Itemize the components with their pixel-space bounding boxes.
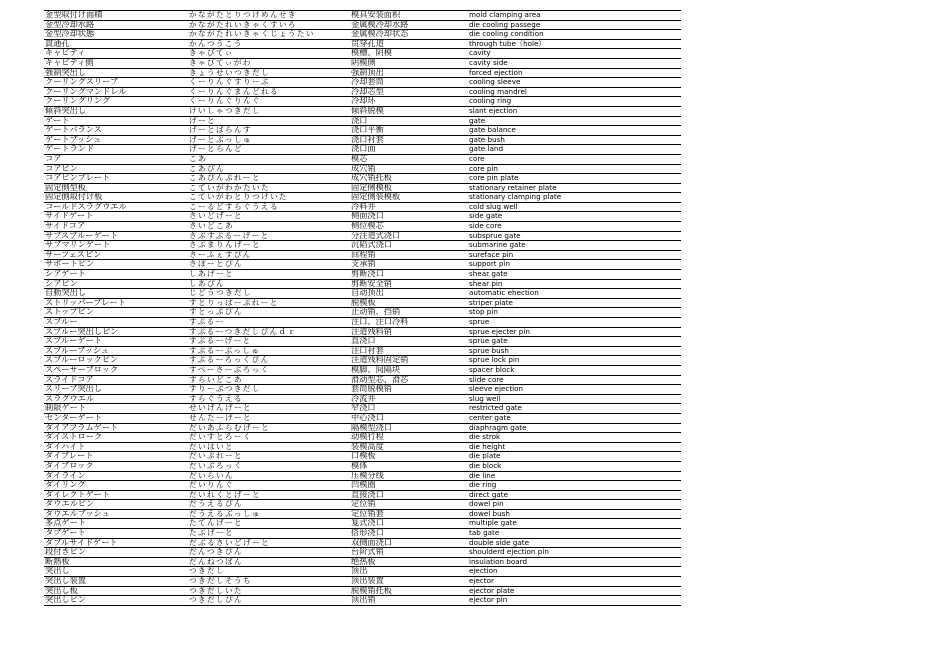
term-japanese: 固定側型板 xyxy=(45,181,86,192)
term-chinese: 中心浇口 xyxy=(351,411,384,422)
term-reading: だいりんぐ xyxy=(189,480,234,490)
term-japanese: コアピンプレート xyxy=(45,172,111,183)
term-reading: たてんげーと xyxy=(189,518,243,528)
term-reading: だんねつばん xyxy=(189,556,243,566)
term-reading: きゃびてぃがわ xyxy=(189,57,252,67)
term-japanese: ダイブロック xyxy=(45,459,94,470)
term-reading: げーとばらんす xyxy=(189,125,252,135)
term-chinese: 冷流井 xyxy=(351,392,376,403)
term-japanese: ダイストローク xyxy=(45,431,103,442)
term-chinese: 模具安装面积 xyxy=(351,9,401,19)
term-english: double side gate xyxy=(469,537,529,547)
term-reading: かながたれいきゃくじょうたい xyxy=(189,29,315,39)
term-reading: きょうせいつきだし xyxy=(189,67,270,77)
term-reading: げーと xyxy=(189,115,216,125)
term-english: cavity side xyxy=(469,57,508,67)
term-chinese: 倾斜脱模 xyxy=(351,104,384,115)
term-reading: しあげーと xyxy=(189,269,234,279)
term-english: sprue lock pin xyxy=(469,355,520,365)
term-reading: すぷるーろっくぴん xyxy=(189,355,270,365)
term-japanese: コールドスラグウエル xyxy=(45,200,127,211)
term-japanese: サブスプルーゲート xyxy=(45,229,119,240)
term-english: restricted gate xyxy=(469,403,522,413)
term-japanese: ゲート xyxy=(45,114,70,125)
term-reading: だいすとろーく xyxy=(189,432,252,442)
term-english: slant ejection xyxy=(469,105,518,115)
term-reading: すとっぷぴん xyxy=(189,307,243,317)
term-japanese: 段付きピン xyxy=(45,546,86,557)
term-japanese: キャビティ xyxy=(45,47,86,58)
term-japanese: シアゲート xyxy=(45,268,86,279)
term-japanese: 突出し板 xyxy=(45,584,78,595)
term-english: core pin plate xyxy=(469,173,519,183)
term-english: forced ejection xyxy=(469,67,523,77)
term-reading: だいぷれーと xyxy=(189,451,243,461)
term-english: shear pin xyxy=(469,278,503,288)
term-japanese: サポートピン xyxy=(45,258,95,269)
term-chinese: 固定侧装模板 xyxy=(351,191,401,202)
term-chinese: 直接浇口 xyxy=(351,488,384,499)
term-english: die cooling condition xyxy=(469,29,544,39)
term-reading: かんつうこう xyxy=(189,38,243,48)
term-english: ejection xyxy=(469,566,498,576)
term-reading: つきだしぴん xyxy=(189,595,243,605)
term-chinese: 动模行程 xyxy=(351,431,384,442)
term-reading: だいあふらむげーと xyxy=(189,422,270,432)
term-english: die plate xyxy=(469,451,501,461)
term-chinese: 窄浇口 xyxy=(351,402,376,413)
term-japanese: 突出し xyxy=(45,565,70,576)
term-reading: さぶまりんげーと xyxy=(189,240,261,250)
term-english: spacer block xyxy=(469,364,515,374)
term-chinese: 分注道式浇口 xyxy=(351,229,401,240)
term-japanese: スプルーゲート xyxy=(45,335,102,346)
term-japanese: ストリッパープレート xyxy=(45,296,126,307)
term-chinese: 冷却套筒 xyxy=(351,76,384,87)
term-chinese: 模芯 xyxy=(351,152,368,163)
term-reading: しあぴん xyxy=(189,278,225,288)
term-japanese: 傾斜突出し xyxy=(45,104,86,115)
term-chinese: 固定侧模板 xyxy=(351,181,392,192)
term-chinese: 止动销、挡销 xyxy=(351,306,401,317)
term-reading: こあ xyxy=(189,153,207,163)
term-english: gate bush xyxy=(469,134,505,144)
term-chinese: 金属模冷却状态 xyxy=(351,28,409,39)
term-english: multiple gate xyxy=(469,518,517,528)
term-japanese: スラグウエル xyxy=(45,392,95,403)
term-english: through tube（hole） xyxy=(469,38,546,48)
term-reading: けいしゃつきだし xyxy=(189,105,261,115)
term-chinese: 贯穿孔道 xyxy=(351,37,384,48)
term-english: sleeve ejection xyxy=(469,384,524,394)
term-chinese: 复式浇口 xyxy=(351,517,384,528)
term-reading: すぷるー xyxy=(189,317,225,326)
term-japanese: ダイライン xyxy=(45,469,86,480)
term-english: slide core xyxy=(469,374,504,384)
term-japanese: 断熱板 xyxy=(45,555,70,566)
term-english: die height xyxy=(469,441,506,451)
term-english: die ring xyxy=(469,480,497,490)
term-japanese: 突出しピン xyxy=(45,594,86,605)
term-chinese: 直浇口 xyxy=(351,335,376,346)
term-english: side gate xyxy=(469,211,503,221)
term-reading: さいどげーと xyxy=(189,211,243,221)
term-reading: すぷるーげーと xyxy=(189,336,252,346)
term-chinese: 冷料井 xyxy=(351,200,376,211)
term-reading: すらいどこあ xyxy=(189,374,243,384)
term-japanese: 金型取付け面積 xyxy=(45,9,103,19)
term-english: die block xyxy=(469,460,502,470)
term-english: shear gate xyxy=(469,269,508,279)
term-english: cooling mandrel xyxy=(469,86,527,96)
term-reading: くーりんぐすりーぶ xyxy=(189,77,270,87)
term-chinese: 凹模圈 xyxy=(351,479,376,490)
term-english: direct gate xyxy=(469,489,509,499)
term-japanese: ダイプレート xyxy=(45,450,94,461)
term-english: sprue gate xyxy=(469,336,508,346)
term-reading: さいどこあ xyxy=(189,221,234,231)
term-english: sprue bush xyxy=(469,345,509,355)
term-chinese: 绝热板 xyxy=(351,555,376,566)
term-english: striper plate xyxy=(469,297,513,307)
term-japanese: ダイアフラムゲート xyxy=(45,421,119,432)
term-reading: くーりんぐりんぐ xyxy=(189,96,261,106)
term-chinese: 顶出装置 xyxy=(351,575,384,586)
term-japanese: スリーブ突出し xyxy=(45,383,102,394)
term-reading: つきだし xyxy=(189,566,225,576)
term-chinese: 剪断安全销 xyxy=(351,277,392,288)
term-japanese: ダイリング xyxy=(45,479,86,490)
term-japanese: 自動突出し xyxy=(45,287,86,298)
term-english: side core xyxy=(469,221,502,231)
term-chinese: 套筒脱模销 xyxy=(351,383,392,394)
term-reading: すらぐうえる xyxy=(189,393,243,403)
term-chinese: 定位销 xyxy=(351,498,376,509)
term-japanese: ダブルサイドゲート xyxy=(45,536,118,547)
term-english: support pin xyxy=(469,259,510,269)
term-reading: きゃびてぃ xyxy=(189,48,234,58)
term-chinese: 台阶式销 xyxy=(351,546,384,557)
term-chinese: 脱模板 xyxy=(351,296,376,307)
term-reading: たぶげーと xyxy=(189,528,234,538)
term-english: submarine gate xyxy=(469,240,526,250)
term-japanese: スペーサーブロック xyxy=(45,363,119,374)
term-english: diaphragm gate xyxy=(469,422,527,432)
term-reading: かながたれいきゃくすいろ xyxy=(189,19,297,29)
term-japanese: ゲートバランス xyxy=(45,124,102,135)
term-chinese: 模脚、间隔块 xyxy=(351,363,401,374)
term-japanese: サイドコア xyxy=(45,220,86,231)
term-chinese: 浇口面 xyxy=(351,143,376,154)
term-english: gate xyxy=(469,115,486,125)
term-reading: さぽーとぴん xyxy=(189,259,243,269)
term-chinese: 冷却芯型 xyxy=(351,85,384,96)
term-english: automatic ehection xyxy=(469,288,539,298)
term-japanese: 強制突出し xyxy=(45,66,86,77)
term-reading: せんたーげーと xyxy=(189,412,252,422)
term-english: slug well xyxy=(469,393,501,403)
term-chinese: 双侧面浇口 xyxy=(351,536,392,547)
term-japanese: スプルー突出しピン xyxy=(45,325,119,336)
term-reading: こていがわかたいた xyxy=(189,182,270,192)
term-english: ejector plate xyxy=(469,585,515,595)
term-reading: だんつきぴん xyxy=(189,547,243,557)
term-reading: げーとらんど xyxy=(189,144,243,154)
term-chinese: 支承销 xyxy=(351,258,376,269)
term-japanese: クーリングリング xyxy=(45,95,111,106)
term-chinese: 模体 xyxy=(351,459,368,470)
term-japanese: 金型冷却状態 xyxy=(45,28,95,39)
term-reading: くーりんぐまんどれる xyxy=(189,86,279,96)
term-reading: すぺーさーぶろっく xyxy=(189,364,270,374)
term-japanese: コア xyxy=(45,152,62,163)
table-row xyxy=(44,596,681,606)
term-chinese: 注口、注口冷料 xyxy=(351,316,409,326)
term-chinese: 成穴销托板 xyxy=(351,172,392,183)
term-chinese: 强制顶出 xyxy=(351,66,384,77)
term-reading: さぶすぷるーげーと xyxy=(189,230,270,240)
term-japanese: ゲートブッシュ xyxy=(45,133,102,144)
term-reading: こていがわとりつけいた xyxy=(189,192,288,202)
term-english: cavity xyxy=(469,48,491,58)
term-reading: だいれくとげーと xyxy=(189,489,261,499)
term-japanese: ゲートランド xyxy=(45,143,95,154)
term-english: dowel pin xyxy=(469,499,504,509)
term-reading: だうえるぴん xyxy=(189,499,243,509)
term-japanese: 固定側取付け板 xyxy=(45,191,103,202)
term-chinese: 注口衬套 xyxy=(351,344,384,355)
term-chinese: 滑动型芯、滑芯 xyxy=(351,373,409,384)
term-english: stationary clamping plate xyxy=(469,192,562,202)
term-chinese: 侧位模芯 xyxy=(351,220,384,231)
term-reading: つきだしそうち xyxy=(189,576,252,586)
term-chinese: 剪断浇口 xyxy=(351,268,384,279)
term-chinese: 金属模冷却水路 xyxy=(351,18,409,29)
term-english: gate balance xyxy=(469,125,516,135)
term-japanese: ストップピン xyxy=(45,306,94,317)
term-english: cooling ring xyxy=(469,96,512,106)
term-english: sprue ejecter pin xyxy=(469,326,530,336)
term-english: core xyxy=(469,153,485,163)
term-english: stop pin xyxy=(469,307,498,317)
term-chinese: 浇口 xyxy=(351,114,368,125)
term-reading: せいげんげーと xyxy=(189,403,252,413)
term-reading: だうえるぶっしゅ xyxy=(189,508,261,518)
term-reading: だいぶろっく xyxy=(189,460,243,470)
term-english: die cooling passege xyxy=(469,19,541,29)
term-english: dowel bush xyxy=(469,508,510,518)
term-reading: すぷるーつきだしぴんｄｒ xyxy=(189,326,297,336)
term-english: die line xyxy=(469,470,496,480)
term-chinese: 脱模销托板 xyxy=(351,584,392,595)
term-japanese: 突出し装置 xyxy=(45,575,86,586)
term-japanese: ダウエルピン xyxy=(45,498,95,509)
term-japanese: センターゲート xyxy=(45,411,102,422)
term-japanese: スプルーブッシュ xyxy=(45,344,110,355)
term-english: die strok xyxy=(469,432,501,442)
term-chinese: 搭形浇口 xyxy=(351,527,384,538)
term-reading: つきだしいた xyxy=(189,585,243,595)
term-japanese: ダイレクトゲート xyxy=(45,488,111,499)
term-chinese: 阴模侧 xyxy=(351,56,376,67)
term-english: stationary retainer plate xyxy=(469,182,557,192)
term-reading: こあぴん xyxy=(189,163,225,173)
term-chinese: 顶出销 xyxy=(351,594,376,605)
term-japanese: ダイハイト xyxy=(45,440,86,451)
term-english: subsprue gate xyxy=(469,230,521,240)
term-chinese: 沉陷式浇口 xyxy=(351,239,392,250)
term-japanese: サイドゲート xyxy=(45,210,94,221)
term-japanese: スプルーロックピン xyxy=(45,354,119,365)
term-reading: すぷるーぶっしゅ xyxy=(189,345,261,355)
term-chinese: 装模高度 xyxy=(351,440,384,451)
term-reading: こあぴんぷれーと xyxy=(189,173,261,183)
term-chinese: 注道残料销 xyxy=(351,325,392,336)
term-japanese: キャビティ側 xyxy=(45,56,94,67)
term-english: insulation board xyxy=(469,556,528,566)
term-japanese: スライドコア xyxy=(45,373,94,384)
term-chinese: 顶出 xyxy=(351,565,368,576)
term-japanese: 多点ゲート xyxy=(45,517,86,528)
term-chinese: 自动顶出 xyxy=(351,287,384,298)
term-reading: だいはいと xyxy=(189,441,234,451)
term-english: ejector pin xyxy=(469,595,508,605)
term-english: cold slug well xyxy=(469,201,518,211)
term-chinese: 模槽、阴模 xyxy=(351,47,392,58)
term-reading: すとりっぱーぷれーと xyxy=(189,297,279,307)
term-reading: かながたとりつけめんせき xyxy=(189,10,297,19)
term-english: cooling sleeve xyxy=(469,77,521,87)
term-english: sureface pin xyxy=(469,249,514,259)
term-japanese: 制限ゲート xyxy=(45,402,86,413)
glossary-sheet xyxy=(44,10,681,606)
term-english: shoulderd ejection pin xyxy=(469,547,549,557)
term-chinese: 注道残料固定销 xyxy=(351,354,409,365)
term-japanese: 貫通孔 xyxy=(45,37,70,48)
term-english: sprue xyxy=(469,317,490,326)
term-japanese: タブゲート xyxy=(45,527,86,538)
term-english: core pin xyxy=(469,163,498,173)
term-japanese: サブマリンゲート xyxy=(45,239,111,250)
term-japanese: シアピン xyxy=(45,277,78,288)
term-reading: げーとぶっしゅ xyxy=(189,134,252,144)
term-japanese: ダウエルブッシュ xyxy=(45,507,110,518)
term-english: tab gate xyxy=(469,528,500,538)
term-reading: こーるどすらぐうえる xyxy=(189,201,279,211)
term-chinese: 回程销 xyxy=(351,248,376,259)
term-chinese: 定位销套 xyxy=(351,507,384,518)
term-chinese: 浇口平衡 xyxy=(351,124,384,135)
glossary-table xyxy=(44,11,681,606)
term-reading: じどうつきだし xyxy=(189,288,252,298)
term-english: center gate xyxy=(469,412,511,422)
term-reading: だぶるさいどげーと xyxy=(189,537,270,547)
term-chinese: 冷却环 xyxy=(351,95,376,106)
term-chinese: 侧面浇口 xyxy=(351,210,384,221)
term-chinese: 成穴销 xyxy=(351,162,376,173)
term-chinese: 隔模型浇口 xyxy=(351,421,392,432)
term-japanese: スプルー xyxy=(45,316,78,326)
term-reading: すりーぶつきだし xyxy=(189,384,261,394)
term-japanese: 金型冷却水路 xyxy=(45,18,95,29)
term-chinese: 浇口衬套 xyxy=(351,133,384,144)
term-reading: だいらいん xyxy=(189,470,234,480)
term-reading: さーふぇすぴん xyxy=(189,249,252,259)
term-japanese: サーフェスピン xyxy=(45,248,102,259)
term-japanese: クーリングスリーブ xyxy=(45,76,119,87)
term-japanese: コアピン xyxy=(45,162,78,173)
term-english: mold clamping area xyxy=(469,10,541,19)
term-chinese: 压模分线 xyxy=(351,469,384,480)
term-english: gate land xyxy=(469,144,504,154)
term-chinese: 口模板 xyxy=(351,450,376,461)
term-japanese: クーリングマンドレル xyxy=(45,85,127,96)
term-english: ejector xyxy=(469,576,494,586)
